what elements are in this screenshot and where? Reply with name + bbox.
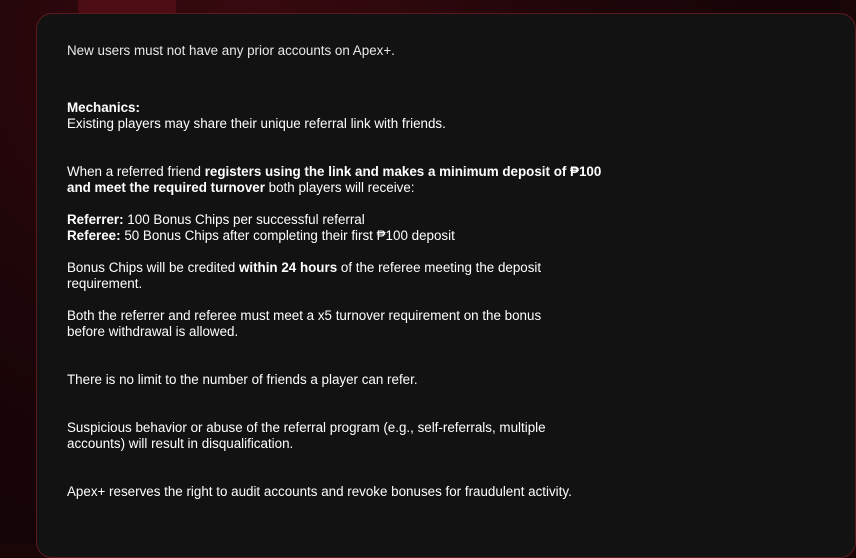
mechanics-section <box>67 100 627 132</box>
referrer-reward <box>67 212 627 228</box>
referrer-text: 100 Bonus Chips per successful referral <box>123 212 365 227</box>
mechanics-text: Existing players may share their unique referral link with friends. <box>67 116 446 131</box>
mechanics-heading: Mechanics: <box>67 100 140 115</box>
rewards-list <box>67 212 627 244</box>
limit-paragraph: There is no limit to the number of friends a player can refer. <box>67 372 418 387</box>
referee-label: Referee: <box>67 228 121 243</box>
credit-paragraph <box>67 260 577 292</box>
deposit-intro: When a referred friend <box>67 164 205 179</box>
audit-paragraph: Apex+ reserves the right to audit accounts and revoke bonuses for fraudulent activity. <box>67 484 572 499</box>
terms-modal <box>36 13 856 558</box>
deposit-bold: registers using the link and makes a minimum deposit of ₱100 and meet the required turnover <box>67 164 602 195</box>
referee-reward <box>67 228 627 244</box>
credit-end: of the referee meeting the deposit requirement. <box>67 260 542 291</box>
credit-intro: Bonus Chips will be credited <box>67 260 239 275</box>
turnover-paragraph: Both the referrer and referee must meet a x5 turnover requirement on the bonus before withdrawal is allowed. <box>67 308 542 339</box>
deposit-paragraph <box>67 164 607 196</box>
deposit-end: both players will receive: <box>264 180 415 195</box>
abuse-paragraph: Suspicious behavior or abuse of the referral program (e.g., self-referrals, multiple accounts) will result in disqualification. <box>67 420 546 451</box>
clipped-eligibility-line: New users must not have any prior accounts on Apex+. <box>67 43 395 58</box>
referrer-label: Referrer: <box>67 212 124 227</box>
referee-text: 50 Bonus Chips after completing their first ₱100 deposit <box>120 228 455 243</box>
credit-bold: within 24 hours <box>238 260 338 275</box>
